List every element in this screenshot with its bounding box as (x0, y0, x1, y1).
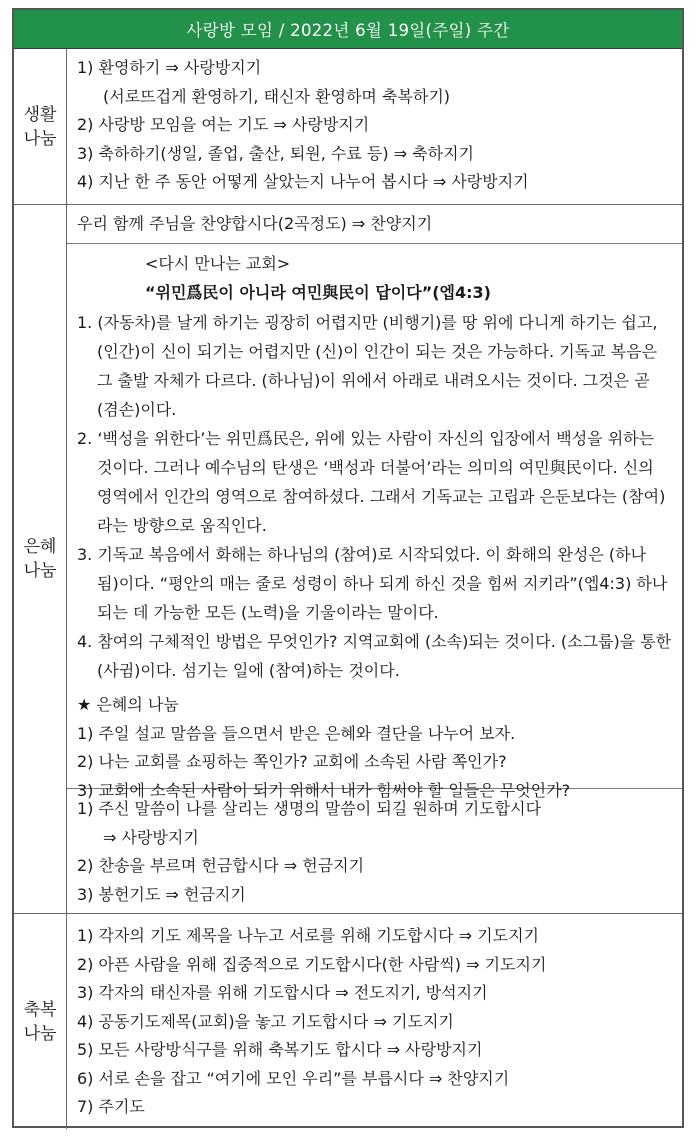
praise-cell (67, 205, 682, 244)
section-life-sharing (14, 49, 682, 205)
label-top: 생활 (23, 104, 57, 125)
section-grace-sharing (14, 205, 682, 914)
section-label-grace (14, 205, 67, 913)
sermon-point: 1. (자동차)를 날게 하기는 굉장히 어렵지만 (비행기)를 땅 위에 다니게 하기는 쉽고, (인간)이 신이 되기는 어렵지만 (신)이 인간이 되는 것은 가능하다. 기독교 복음은 그 출발 자체가 다르다. (하나님)이 위에서 아래로 내려오시는 것이다. 그것은 곧 (겸손)이다. (77, 313, 658, 419)
list-item: 3) 각자의 태신자를 위해 기도합시다 ⇒ 전도지기, 방석지기 (77, 983, 488, 1002)
list-item: 2) 찬송을 부르며 헌금합시다 ⇒ 헌금지기 (77, 856, 365, 875)
offering-cell (67, 789, 682, 913)
list-item: 4) 지난 한 주 동안 어떻게 살았는지 나누어 봅시다 ⇒ 사랑방지기 (77, 172, 529, 191)
bulletin-table (12, 8, 684, 1128)
list-item: 7) 주기도 (77, 1097, 145, 1116)
sermon-point: 4. 참여의 구체적인 방법은 무엇인가? 지역교회에 (소속)되는 것이다. (소그룹)을 통한 (사귐)이다. 섬기는 일에 (참여)하는 것이다. (77, 632, 672, 680)
label-top: 축복 (23, 999, 57, 1020)
sermon-subtitle: <다시 만나는 교회> (145, 254, 291, 273)
list-item: 3) 축하하기(생일, 졸업, 출산, 퇴원, 수료 등) ⇒ 축하지기 (77, 143, 475, 163)
question-item: 2) 나는 교회를 쇼핑하는 쪽인가? 교회에 소속된 사람 쪽인가? (77, 752, 507, 771)
list-item: 4) 공동기도제목(교회)을 놓고 기도합시다 ⇒ 기도지기 (77, 1011, 454, 1031)
list-item: 6) 서로 손을 잡고 “여기에 모인 우리”를 부릅시다 ⇒ 찬양지기 (77, 1068, 510, 1088)
section-label-life (14, 49, 67, 204)
list-item: 1) 각자의 기도 제목을 나누고 서로를 위해 기도합시다 ⇒ 기도지기 (77, 926, 540, 945)
list-item: 2) 아픈 사람을 위해 집중적으로 기도합시다(한 사람씩) ⇒ 기도지기 (77, 954, 547, 974)
page-title: 사랑방 모임 / 2022년 6월 19일(주일) 주간 (14, 10, 682, 49)
label-bottom: 나눔 (23, 128, 57, 149)
question-item: 3) 교회에 소속된 사람이 되기 위해서 내가 힘써야 할 일들은 무엇인가? (77, 780, 571, 800)
sermon-cell (67, 244, 682, 800)
grace-content (67, 205, 682, 913)
sermon-title: “위민爲民이 아니라 여민與民이 답이다”(엡4:3) (145, 283, 491, 302)
label-bottom: 나눔 (23, 561, 57, 581)
list-item: 3) 봉헌기도 ⇒ 헌금지기 (77, 884, 246, 904)
label-bottom: 나눔 (23, 1023, 57, 1044)
question-item: 1) 주일 설교 말씀을 들으면서 받은 은혜와 결단을 나누어 보자. (77, 723, 516, 743)
sermon-point: 3. 기독교 복음에서 화해는 하나님의 (참여)로 시작되었다. 이 화해의 완성은 (하나 됨)이다. “평안의 매는 줄로 성령이 하나 되게 하신 것을 힘써 지키라”(엡4:3) 하나 되는 데 가능한 모든 (노력)을 기울이라는 말이다. (77, 545, 668, 622)
blessing-content (67, 914, 682, 1129)
sharing-title: ★ 은혜의 나눔 (77, 695, 179, 714)
section-label-blessing (14, 914, 67, 1129)
list-item: 2) 사랑방 모임을 여는 기도 ⇒ 사랑방지기 (77, 115, 370, 134)
label-top: 은혜 (23, 537, 57, 557)
list-item: ⇒ 사랑방지기 (103, 827, 199, 847)
life-content (67, 49, 682, 204)
praise-line: 우리 함께 주님을 찬양합시다(2곡정도) ⇒ 찬양지기 (77, 213, 433, 233)
list-item: 1) 환영하기 ⇒ 사랑방지기 (77, 58, 262, 77)
sermon-point: 2. ‘백성을 위한다’는 위민爲民은, 위에 있는 사람이 자신의 입장에서 백성을 위하는 것이다. 그러나 예수님의 탄생은 ‘백성과 더불어’라는 의미의 여민與民이다. 신의 영역에서 인간의 영역으로 참여하셨다. 그래서 기독교는 고립과 은둔보다는 (참여)라는 방향으로 움직인다. (77, 429, 666, 535)
list-item: 1) 주신 말씀이 나를 살리는 생명의 말씀이 되길 원하며 기도합시다 (77, 799, 542, 818)
list-item: (서로뜨겁게 환영하기, 태신자 환영하며 축복하기) (103, 86, 451, 106)
list-item: 5) 모든 사랑방식구를 위해 축복기도 합시다 ⇒ 사랑방지기 (77, 1040, 483, 1059)
section-blessing-sharing (14, 914, 682, 1129)
